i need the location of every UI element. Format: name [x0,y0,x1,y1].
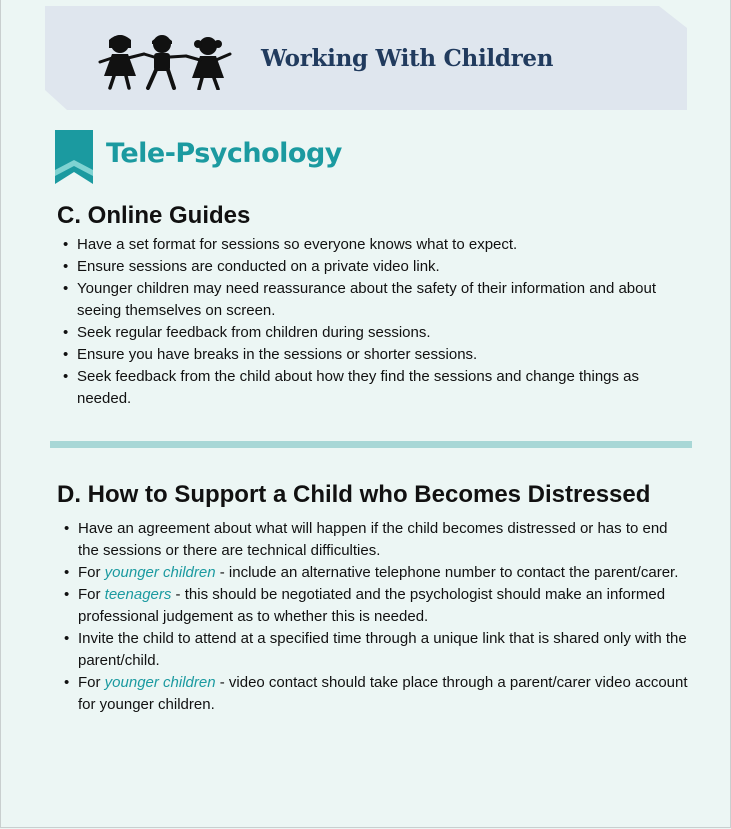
list-item [58,628,688,672]
distress-support-list [58,518,688,716]
item-prefix: For [78,586,105,603]
list-item [58,518,688,562]
list-item: • Younger children may need reassurance about the safety of their information and about seeing themselves on screen. [57,278,687,322]
item-prefix: For [78,564,105,581]
list-item: • Seek feedback from the child about how they find the sessions and change things as needed. [57,366,687,410]
list-item: • Have a set format for sessions so everyone knows what to expect. [57,234,687,256]
online-guides-list [57,234,687,410]
children-holding-hands-icon [98,32,234,90]
item-text: - video contact should take place through a parent/carer video account for younger children. [78,674,688,713]
audience-emphasis: younger children [104,674,216,691]
distress-support-heading: D. How to Support a Child who Becomes Distressed [57,481,651,508]
section-title: Tele-Psychology [106,138,342,169]
item-text: Have an agreement about what will happen if the child becomes distressed or has to end the sessions or there are technical difficulties. [78,520,668,559]
header-title: Working With Children [261,45,554,72]
item-prefix: For [78,674,105,691]
item-text: Invite the child to attend at a specified time through a unique link that is shared only with the parent/child. [78,630,687,669]
item-text: - this should be negotiated and the psychologist should make an informed professional judgement as to whether this is needed. [78,586,666,625]
list-item [58,562,688,584]
list-item: • Ensure sessions are conducted on a private video link. [57,256,687,278]
list-item [58,672,688,716]
list-item [58,584,688,628]
audience-emphasis: younger children [104,564,216,581]
header-banner [45,6,687,110]
online-guides-heading: C. Online Guides [57,202,251,229]
item-text: - include an alternative telephone number to contact the parent/carer. [215,564,679,581]
list-item: • Ensure you have breaks in the sessions or shorter sessions. [57,344,687,366]
bookmark-ribbon-icon [55,130,93,184]
list-item: • Seek regular feedback from children during sessions. [57,322,687,344]
section-divider [50,441,692,448]
audience-emphasis: teenagers [104,586,172,603]
